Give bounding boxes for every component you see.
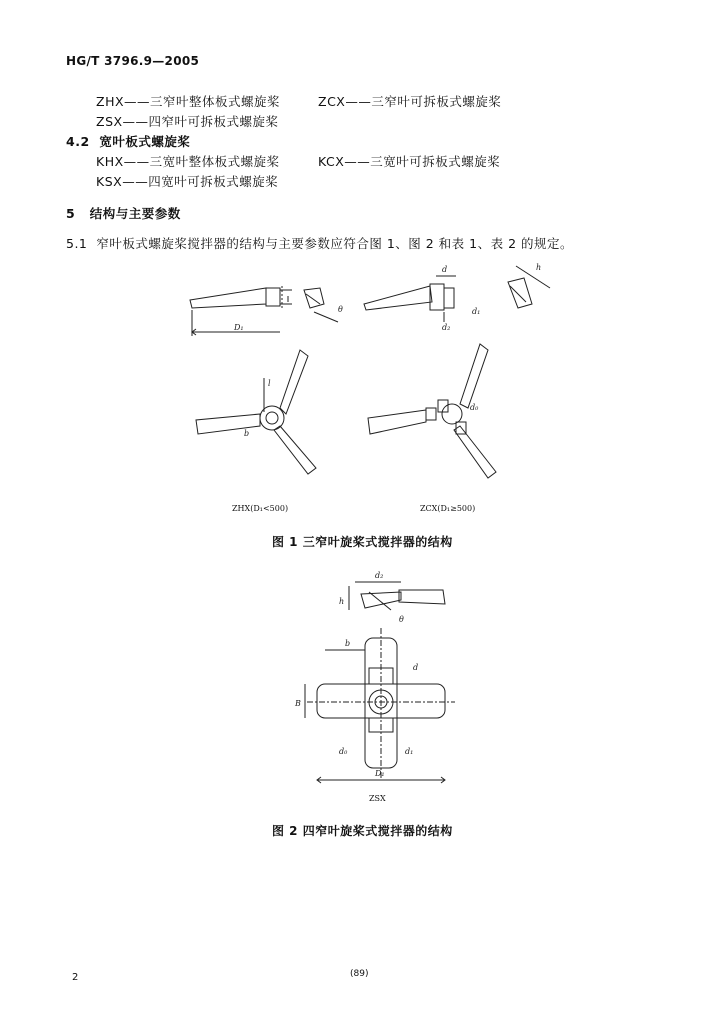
fig2-theta-label: θ	[399, 615, 404, 624]
zsx-side-view	[339, 571, 445, 624]
figure2-drawing	[295, 568, 465, 788]
fig2-d-label: d	[413, 663, 419, 672]
abbr-zhx: ZHX——三窄叶整体板式螺旋桨	[96, 94, 281, 109]
section-5	[66, 204, 181, 222]
fig1-d0-label: d₀	[470, 403, 479, 412]
figure2-caption: 图 2 四窄叶旋桨式搅拌器的结构	[272, 824, 453, 838]
fig1-D1-label: D₁	[234, 323, 244, 332]
abbr-kcx: KCX——三宽叶可拆板式螺旋桨	[318, 154, 501, 169]
section-4-2	[66, 132, 190, 150]
fig1-theta-label-left: θ	[338, 305, 343, 314]
center-page-number: (89)	[350, 969, 369, 979]
zsx-top-view	[294, 628, 455, 783]
abbr-zcx: ZCX——三窄叶可拆板式螺旋桨	[318, 94, 502, 109]
page-number: 2	[72, 972, 79, 983]
fig1-right-label: ZCX(D₁≥500)	[420, 504, 476, 513]
abbr-zsx: ZSX——四窄叶可拆板式螺旋桨	[96, 114, 279, 129]
fig2-d0-label: d₀	[339, 747, 348, 756]
zcx-side-view	[364, 263, 550, 332]
fig1-d1-label: d₁	[472, 307, 481, 316]
fig1-d2-label: d₂	[442, 323, 451, 332]
section-4-2-title: 宽叶板式螺旋桨	[99, 134, 191, 149]
standard-code: HG/T 3796.9—2005	[66, 54, 200, 68]
zcx-top-view	[368, 344, 496, 478]
fig2-d2-label: d₂	[375, 571, 384, 580]
fig2-D1-label: D₁	[375, 769, 385, 778]
fig2-d1-label: d₁	[405, 747, 414, 756]
section-5-1-number: 5.1	[66, 236, 88, 251]
fig1-b-label: b	[244, 429, 250, 438]
fig1-h-label: h	[536, 263, 542, 272]
section-5-1	[66, 234, 573, 252]
section-5-1-text: 窄叶板式螺旋桨搅拌器的结构与主要参数应符合图 1、图 2 和表 1、表 2 的规定。	[96, 236, 573, 251]
zhx-top-view	[196, 350, 316, 474]
abbr-khx: KHX——三宽叶整体板式螺旋桨	[96, 154, 280, 169]
fig1-left-label: ZHX(D₁<500)	[232, 504, 289, 513]
fig2-b-label: b	[345, 639, 351, 648]
section-5-number: 5	[66, 206, 76, 221]
fig1-d-label: d	[442, 265, 448, 274]
section-5-title: 结构与主要参数	[89, 206, 181, 221]
figure1-drawing	[180, 258, 560, 488]
figure1-caption: 图 1 三窄叶旋桨式搅拌器的结构	[272, 535, 453, 549]
abbr-ksx: KSX——四宽叶可拆板式螺旋桨	[96, 174, 279, 189]
zhx-side-view	[190, 286, 343, 336]
fig1-l-label: l	[268, 379, 271, 388]
fig2-h-label: h	[339, 597, 345, 606]
fig2-B-label: B	[295, 699, 301, 708]
section-4-2-number: 4.2	[66, 134, 90, 149]
fig2-sub-label: ZSX	[369, 794, 386, 803]
